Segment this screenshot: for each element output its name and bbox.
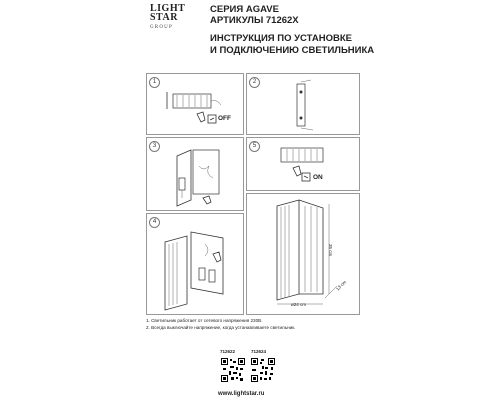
- step-panel-5: [246, 137, 360, 191]
- brand-line2: STAR: [150, 12, 178, 23]
- assembly-illustration: [147, 214, 243, 314]
- title-line1: ИНСТРУКЦИЯ ПО УСТАНОВКЕ: [210, 33, 352, 44]
- height-dimension: 35 cm: [328, 244, 333, 257]
- step-number: 3: [149, 141, 160, 152]
- brand-logo: [150, 4, 186, 32]
- step-number: 4: [149, 217, 160, 228]
- qr-code-icon: [251, 358, 275, 382]
- ceiling-box-illustration: [147, 74, 243, 134]
- notes: [146, 318, 376, 331]
- fixture-mounted-illustration: [247, 138, 359, 190]
- title-line2: И ПОДКЛЮЧЕНИЮ СВЕТИЛЬНИКА: [210, 45, 375, 56]
- step-number: 2: [249, 77, 260, 88]
- brand-line3: GROUP: [150, 25, 173, 30]
- wiring-illustration: [147, 138, 243, 210]
- note-line-2: 2. Всегда выключайте напряжение, когда устанавливаете светильник.: [146, 324, 296, 330]
- article-number: АРТИКУЛЫ 71262X: [210, 15, 299, 26]
- on-label: ON: [313, 174, 323, 181]
- step-panel-2: [246, 73, 360, 135]
- step-panel-1: [146, 73, 244, 135]
- series-name: СЕРИЯ AGAVE: [210, 4, 279, 15]
- depth-dimension: 13 cm: [335, 279, 348, 292]
- switch-icon: [301, 172, 311, 182]
- step-number: 5: [249, 141, 260, 152]
- qr-code-icon: [221, 358, 245, 382]
- step-number: 1: [149, 77, 160, 88]
- dimensions-panel: [246, 193, 360, 315]
- step-panel-4: [146, 213, 244, 315]
- page-title: [210, 33, 374, 57]
- series-block: [210, 4, 299, 26]
- brand-line1: LIGHT: [150, 3, 186, 14]
- note-line-1: 1. Светильник работает от сетевого напряжения 230В.: [146, 318, 263, 323]
- step-panel-3: [146, 137, 244, 211]
- mounting-plate-illustration: [247, 74, 359, 134]
- switch-icon: [207, 114, 217, 124]
- product-code: 712624: [251, 349, 267, 354]
- off-label: OFF: [218, 115, 231, 122]
- dimensions-illustration: [247, 194, 359, 314]
- product-code: 712622: [220, 349, 236, 354]
- website-link[interactable]: www.lightstar.ru: [218, 391, 265, 397]
- width-dimension: ø24 cm: [291, 302, 307, 307]
